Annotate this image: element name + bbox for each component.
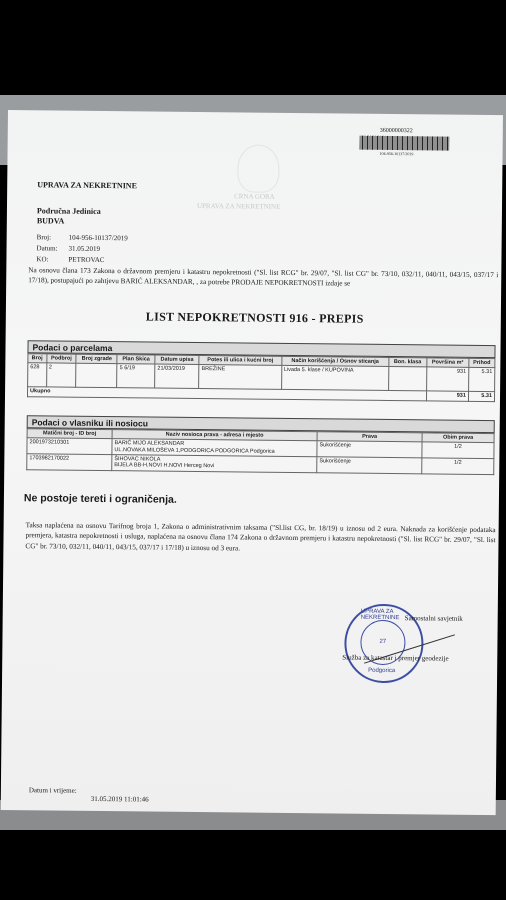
fee-paragraph: Taksa naplaćena na osnovu Tarifnog broja 1, Zakona o administrativnim taksama ("Sl.list CG, br. 18/19) u iznosu od 2 eura. Naknada za korišćenje podataka premjera, katastra nepokretnosti i usluga, naplaćena na osnovu člana 174 Zakona o državnom premjeru i katastru nepokretnosti ("Sl. list RCG" br. 29/07, "Sl. list CG" br. 73/10, 032/11, 040/11, 043/15, 037/17 i 17/18) u iznosu od 3 eura. [25, 521, 496, 553]
parcels-col: Datum upisa [155, 355, 199, 365]
footer-datetime-label: Datum i vrijeme: [28, 786, 77, 795]
no-burden-note: Ne postoje tereti i ograničenja. [23, 492, 177, 506]
coat-of-arms-icon [237, 144, 280, 192]
signer-role: Samostalni savjetnik [404, 614, 463, 623]
parcel-cell: 21/03/2019 [155, 364, 199, 388]
datum-label: Datum: [36, 244, 58, 253]
parcels-col: Podbroj [46, 354, 76, 364]
stamp-number: 27 [379, 638, 387, 645]
org-name: UPRAVA ZA NEKRETNINE [37, 180, 137, 191]
parcels-col: Broj [28, 354, 47, 364]
parcel-cell [388, 367, 426, 391]
parcel-cell: 931 [426, 367, 469, 391]
total-income: 5.31 [468, 392, 494, 402]
owners-col: Prava [317, 432, 422, 442]
owner-address: BIJELA BB-H.NOVI H.NOVI Herceg Novi [114, 462, 215, 470]
stamp-top-text: UPRAVA ZA NEKRETNINE [360, 608, 400, 622]
parcel-cell: Livada 5. klase / KUPOVINA [281, 366, 388, 391]
owners-col: Matični broj - ID broj [27, 429, 112, 439]
parcels-col: Bon. klasa [389, 358, 427, 368]
parcel-cell: BREŽINE [199, 365, 282, 390]
broj-label: Broj: [36, 233, 52, 242]
crest-text-1: CRNA GORA [234, 192, 275, 201]
unit-city: BUDVA [36, 216, 65, 226]
footer-datetime-value: 31.05.2019 11:01:46 [90, 794, 149, 804]
unit-name: Područna Jedinica [36, 206, 101, 216]
ko-value: PETROVAC [68, 255, 105, 265]
owners-heading: Podaci o vlasniku ili nosiocu [27, 415, 495, 433]
parcel-cell [76, 364, 117, 388]
owner-id: 1703982170022 [27, 454, 112, 471]
owner-share: 1/2 [422, 442, 494, 458]
owner-address: UL.NOVAKA MILOŠEVA 1,PODGORICA PODGORICA Podgorica [114, 446, 275, 455]
barcode-sub: 104-956-10137/2019 [379, 150, 414, 157]
owner-right: Sukorišćenje [317, 441, 422, 458]
document-page [1, 110, 503, 815]
owner-right: Sukorišćenje [317, 457, 422, 474]
owner-id: 2001973210301 [27, 438, 112, 455]
datum-value: 31.05.2019 [68, 244, 101, 253]
parcels-heading: Podaci o parcelama [27, 340, 495, 358]
barcode [360, 136, 450, 151]
owners-table [26, 428, 494, 474]
parcels-col: Način korišćenja / Osnov sticanja [281, 356, 388, 366]
stamp-bottom-text: Podgorica [368, 667, 396, 675]
parcel-cell: 628 [28, 363, 47, 387]
parcels-col: Potes ili ulica i kućni broj [199, 356, 281, 366]
parcels-col: Plan Skica [117, 355, 155, 365]
owner-name-cell [112, 455, 317, 473]
owner-name: ŠIHOVAC NIKOLA [114, 456, 161, 463]
parcels-col: Površina m² [426, 358, 468, 368]
barcode-number: 36000000322 [379, 127, 413, 135]
parcel-cell: 5.31 [468, 368, 494, 392]
parcel-cell: 5 6/19 [117, 364, 155, 388]
total-area: 931 [426, 391, 468, 401]
crest-text-2: UPRAVA ZA NEKRETNINE [196, 201, 281, 211]
parcels-col: Broj zgrade [76, 354, 117, 364]
parcels-col: Prihod [469, 358, 495, 368]
broj-value: 104-956-10137/2019 [68, 233, 128, 243]
owners-col: Obim prava [422, 433, 494, 443]
signer-office: Služba za katastar i premjer geodezije [342, 653, 449, 663]
ko-label: KO: [36, 255, 49, 264]
total-label: Ukupno [28, 387, 427, 400]
parcel-cell: 2 [46, 363, 76, 387]
document-title: LIST NEPOKRETNOSTI 916 - PREPIS [145, 309, 364, 326]
owners-col: Naziv nosioca prava - adresa i mjesto [112, 430, 317, 441]
owner-name: BARIĆ MIJO ALEKSANDAR [114, 440, 185, 448]
intro-paragraph: Na osnovu člana 173 Zakona o državnom premjeru i katastru nepokretnosti ("Sl. list RCG" br. 29/07, "Sl. list CG" br. 73/10, 032/11, 040/11, 043/15, 037/17 i 17/18), postupajući po zahtjevu BARIĆ ALEKSANDAR, , za potrebe PRODAJE NEPOKRETNOSTI izdaje se [28, 266, 499, 289]
owner-share: 1/2 [422, 458, 494, 474]
parcels-table [27, 353, 495, 402]
